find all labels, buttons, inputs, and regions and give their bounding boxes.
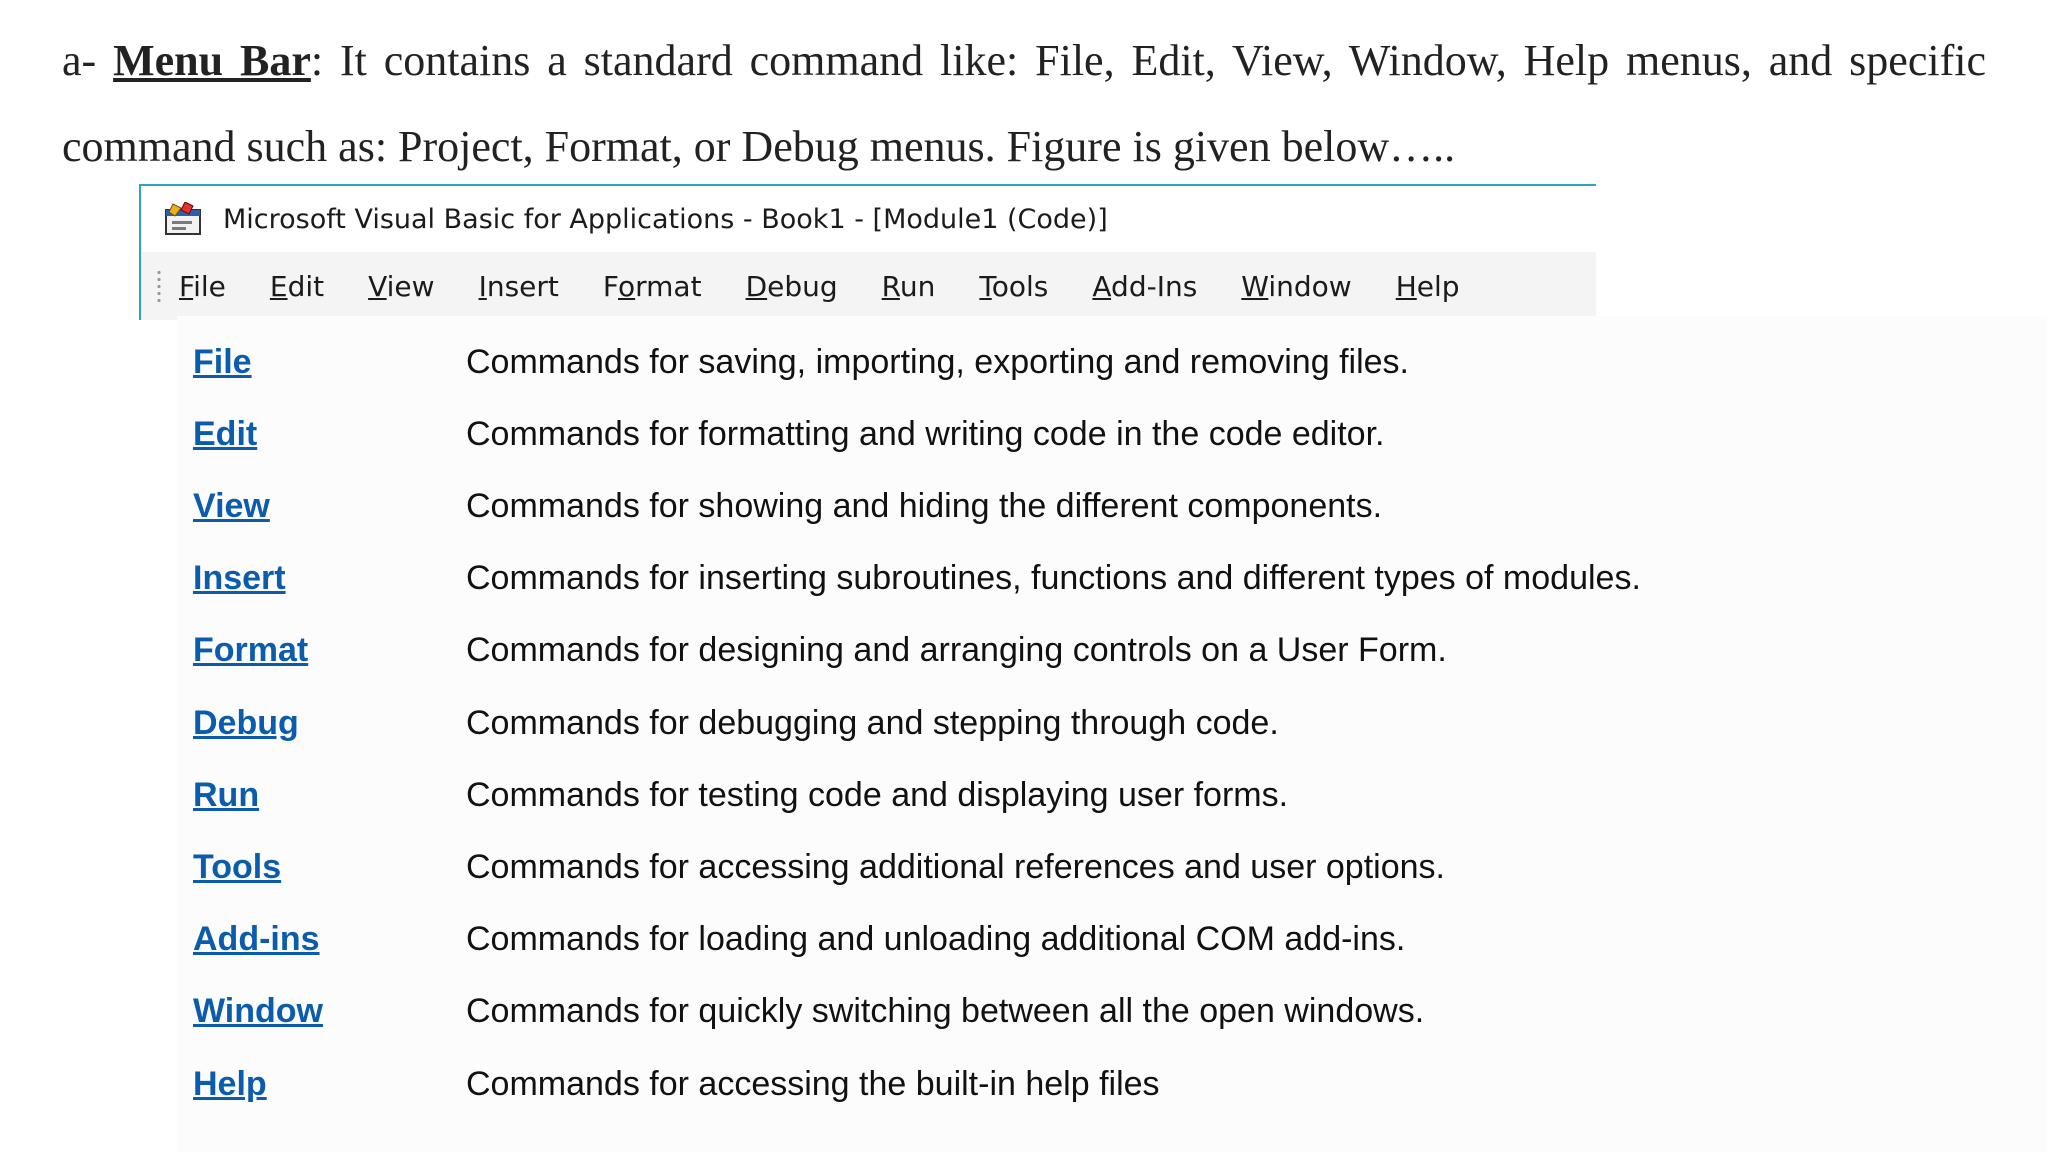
intro-text: : It contains a standard command like: File, Edit, View, Window, Help menus, and specific command such as: Project, Format, or Debug menus. Figure is given below…..	[62, 36, 1986, 171]
intro-prefix: a-	[62, 36, 114, 85]
vba-app-icon	[163, 202, 207, 236]
menu-item-view[interactable]: View	[368, 269, 435, 303]
command-description: Commands for accessing additional references and user options.	[466, 847, 1445, 886]
table-row	[177, 904, 2047, 976]
menu-item-file[interactable]: File	[179, 269, 226, 303]
window-title: Microsoft Visual Basic for Applications - Book1 - [Module1 (Code)]	[223, 203, 1108, 235]
command-name-run[interactable]: Run	[193, 775, 260, 814]
command-description: Commands for formatting and writing code in the code editor.	[466, 414, 1385, 453]
menu-item-edit[interactable]: Edit	[269, 269, 325, 303]
intro-paragraph	[62, 18, 1986, 190]
command-description: Commands for quickly switching between all the open windows.	[466, 992, 1425, 1031]
command-name-debug[interactable]: Debug	[193, 703, 299, 742]
table-row	[177, 543, 2047, 615]
menu-item-add-ins[interactable]: Add-Ins	[1092, 269, 1198, 303]
command-name-file[interactable]: File	[193, 342, 252, 381]
menu-item-help[interactable]: Help	[1395, 269, 1460, 303]
table-row	[177, 398, 2047, 470]
menu-item-insert[interactable]: Insert	[478, 269, 559, 303]
table-row	[177, 615, 2047, 687]
menu-bar-term: Menu Bar	[113, 36, 311, 85]
menu-item-run[interactable]: Run	[881, 269, 936, 303]
menu-bar	[141, 252, 1596, 320]
command-name-help[interactable]: Help	[193, 1064, 267, 1103]
menu-item-debug[interactable]: Debug	[745, 269, 838, 303]
command-name-window[interactable]: Window	[193, 992, 323, 1031]
command-name-insert[interactable]: Insert	[193, 559, 286, 598]
command-description: Commands for accessing the built-in help files	[466, 1064, 1160, 1103]
vba-window-screenshot	[139, 184, 1596, 320]
command-description: Commands for showing and hiding the different components.	[466, 486, 1383, 525]
command-name-tools[interactable]: Tools	[193, 847, 282, 886]
command-description: Commands for debugging and stepping through code.	[466, 703, 1279, 742]
toolbar-grip-icon[interactable]	[157, 269, 161, 303]
menu-item-format[interactable]: Format	[602, 269, 702, 303]
command-name-format[interactable]: Format	[193, 631, 309, 670]
table-row	[177, 976, 2047, 1048]
command-name-add-ins[interactable]: Add-ins	[193, 920, 320, 959]
command-description: Commands for testing code and displaying user forms.	[466, 775, 1289, 814]
table-row	[177, 687, 2047, 759]
command-description: Commands for loading and unloading additional COM add-ins.	[466, 920, 1406, 959]
menu-items	[179, 270, 1504, 303]
table-row	[177, 831, 2047, 903]
table-row	[177, 1048, 2047, 1120]
menu-command-table	[177, 316, 2047, 1152]
command-description: Commands for inserting subroutines, functions and different types of modules.	[466, 559, 1641, 598]
window-titlebar	[141, 186, 1596, 252]
menu-item-window[interactable]: Window	[1241, 269, 1352, 303]
command-name-edit[interactable]: Edit	[193, 414, 258, 453]
menu-item-tools[interactable]: Tools	[979, 269, 1049, 303]
command-name-view[interactable]: View	[193, 486, 270, 525]
table-row	[177, 759, 2047, 831]
table-row	[177, 470, 2047, 542]
command-description: Commands for designing and arranging controls on a User Form.	[466, 631, 1447, 670]
command-description: Commands for saving, importing, exporting and removing files.	[466, 342, 1409, 381]
table-row	[177, 326, 2047, 398]
